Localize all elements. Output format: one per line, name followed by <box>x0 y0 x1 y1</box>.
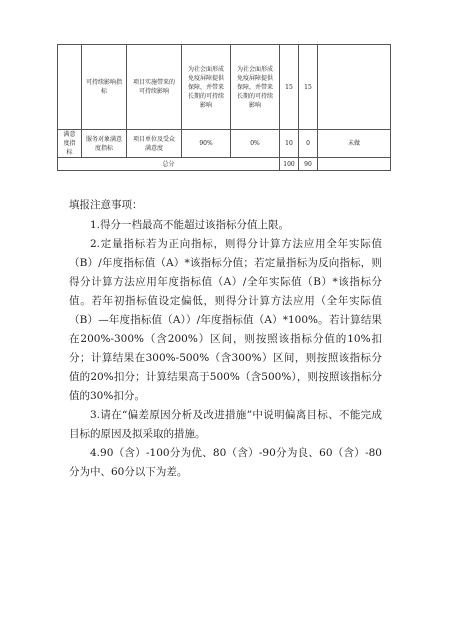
table-cell: 15 <box>280 45 299 130</box>
note-item: 3.请在“偏差原因分析及改进措施”中说明偏离目标、不能完成目标的原因及拟采取的措施。 <box>69 409 382 440</box>
table-cell: 15 <box>299 45 318 130</box>
filling-notes <box>69 196 382 482</box>
table-row <box>58 45 391 130</box>
table-cell: 为社会面形成免疫屏障提供保障，并带来长期的可持续影响 <box>231 45 280 130</box>
table-cell: 90% <box>182 130 231 158</box>
table-cell: 10 <box>280 130 299 158</box>
table-cell <box>318 158 391 171</box>
table-cell: 服务对象满意度指标 <box>82 130 127 158</box>
table-cell <box>318 45 391 130</box>
table-cell: 为社会面形成免疫屏障提供保障，并带来长期的可持续影响 <box>182 45 231 130</box>
table-cell <box>58 45 82 130</box>
total-value-cell: 100 <box>280 158 299 171</box>
table-cell: 未做 <box>318 130 391 158</box>
performance-table <box>57 44 391 171</box>
note-item: 4.90（含）-100分为优、80（含）-90分为良、60（含）-80分为中、60分以下为差。 <box>69 447 382 478</box>
table-row-total <box>58 158 391 171</box>
notes-heading: 填报注意事项： <box>69 199 143 211</box>
note-item: 1.得分一档最高不能超过该指标分值上限。 <box>90 219 290 231</box>
table-cell: 项目实施带来的可持续影响 <box>127 45 182 130</box>
table-cell: 0% <box>231 130 280 158</box>
table-cell: 满意度指标 <box>58 130 82 158</box>
table-cell: 0 <box>299 130 318 158</box>
table-cell: 项目单位及受众满意度 <box>127 130 182 158</box>
table-row <box>58 130 391 158</box>
table-cell: 可持续影响指标 <box>82 45 127 130</box>
total-label-cell: 总分 <box>58 158 280 171</box>
note-item: 2.定量指标若为正向指标，则得分计算方法应用全年实际值（B）/年度指标值（A）*该指标分值；若定量指标为反向指标，则得分计算方法应用年度指标值（A）/全年实际值（B）*该指标分值。若年初指标值设定偏低，则得分计算方法应用（全年实际值（B）—年度指标值（A））/年度指标值（A）*100%。若计算结果在200%-300%（含200%）区间，则按照该指标分值的10%扣分；计算结果在300%-500%（含300%）区间，则按照该指标分值的20%扣分；计算结果高于500%（含500%），则按照该指标分值的30%扣分。 <box>69 238 382 402</box>
total-score-cell: 90 <box>299 158 318 171</box>
